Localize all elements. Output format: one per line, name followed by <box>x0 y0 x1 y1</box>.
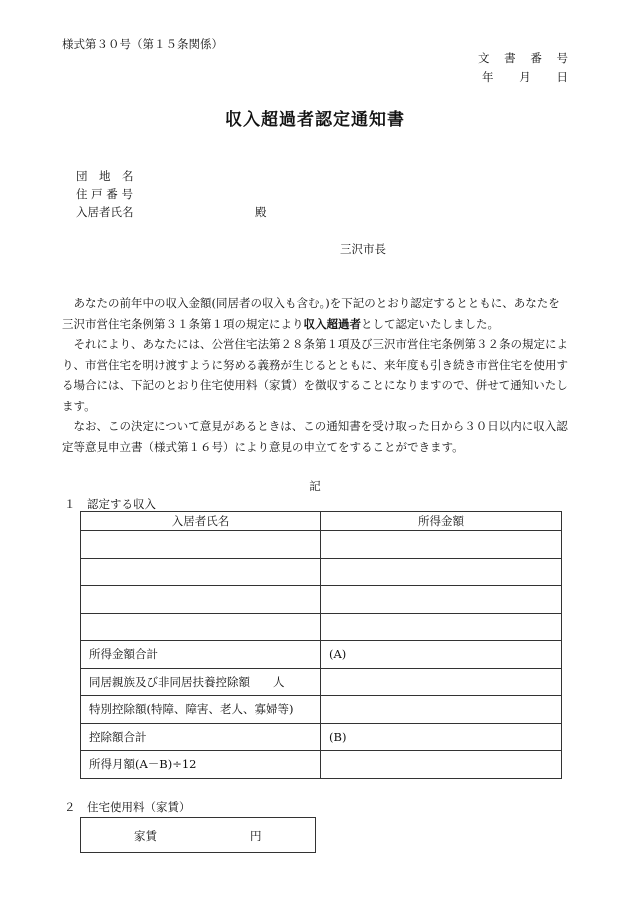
summary-label-cell: 特別控除額(特障、障害、老人、寡婦等) <box>81 696 321 724</box>
rent-box <box>80 817 316 853</box>
issuer-name: 三沢市長 <box>340 242 386 256</box>
summary-label-cell: 控除額合計 <box>81 723 321 751</box>
amount-cell <box>321 558 562 586</box>
table-row <box>81 723 562 751</box>
section2-heading: ２ 住宅使用料（家賃） <box>64 800 191 814</box>
income-table <box>80 511 562 779</box>
ki-heading: 記 <box>309 479 321 493</box>
notice-body <box>62 293 568 457</box>
body-paragraph-1-text-a: あなたの前年中の収入金額(同居者の収入も含む。)を下記のとおり認定するとともに、あなたを三沢市営住宅条例第３１条第１項の規定により <box>62 296 560 331</box>
document-title: 収入超過者認定通知書 <box>225 110 405 130</box>
body-paragraph-3: なお、この決定について意見があるときは、この通知書を受け取った日から３０日以内に収入認定等意見申立書（様式第１６号）により意見の申立てをすることができます。 <box>62 419 568 454</box>
summary-label-cell: 所得月額(A－B)÷12 <box>81 751 321 779</box>
summary-label-cell: 同居親族及び非同居扶養控除額 人 <box>81 668 321 696</box>
tenant-name-label: 入居者氏名 <box>76 205 134 219</box>
rent-unit: 円 <box>250 829 262 843</box>
body-paragraph-1-text-b: として認定いたしました。 <box>361 316 499 331</box>
summary-label-cell: 所得金額合計 <box>81 641 321 669</box>
column-header-name: 入居者氏名 <box>81 512 321 531</box>
danchi-name-label: 団 地 名 <box>76 169 134 183</box>
summary-value-cell <box>321 696 562 724</box>
rent-label: 家賃 <box>134 829 157 843</box>
amount-cell <box>321 613 562 641</box>
table-row <box>81 613 562 641</box>
date-year-label: 年 <box>482 70 494 84</box>
name-cell <box>81 558 321 586</box>
summary-value-cell <box>321 668 562 696</box>
body-paragraph-2: それにより、あなたには、公営住宅法第２８条第１項及び三沢市営住宅条例第３２条の規定により、市営住宅を明け渡すように努める義務が生じるとともに、来年度も引き続き市営住宅を使用する場合には、下記のとおり住宅使用料（家賃）を徴収することになりますので、併せて通知いたします。 <box>62 337 568 413</box>
table-row <box>81 696 562 724</box>
honorific: 殿 <box>255 205 267 219</box>
amount-cell <box>321 531 562 559</box>
table-row <box>81 641 562 669</box>
table-row <box>81 751 562 779</box>
summary-value-cell: (A) <box>321 641 562 669</box>
unit-number-label: 住 戸 番 号 <box>76 187 133 201</box>
body-paragraph-1 <box>62 293 568 334</box>
amount-cell <box>321 586 562 614</box>
summary-value-cell: (B) <box>321 723 562 751</box>
date-day-label: 日 <box>556 70 568 84</box>
table-row <box>81 558 562 586</box>
name-cell <box>81 613 321 641</box>
table-row <box>81 531 562 559</box>
document-number-label: 文書番号 <box>478 51 568 65</box>
table-row <box>81 586 562 614</box>
table-row <box>81 668 562 696</box>
table-header-row <box>81 512 562 531</box>
form-number: 様式第３０号（第１５条関係） <box>62 37 223 51</box>
name-cell <box>81 531 321 559</box>
name-cell <box>81 586 321 614</box>
issue-date <box>478 69 568 85</box>
body-paragraph-1-emphasis: 収入超過者 <box>303 316 361 331</box>
summary-value-cell <box>321 751 562 779</box>
section1-heading: １ 認定する収入 <box>64 497 156 511</box>
column-header-amount: 所得金額 <box>321 512 562 531</box>
date-month-label: 月 <box>519 70 531 84</box>
